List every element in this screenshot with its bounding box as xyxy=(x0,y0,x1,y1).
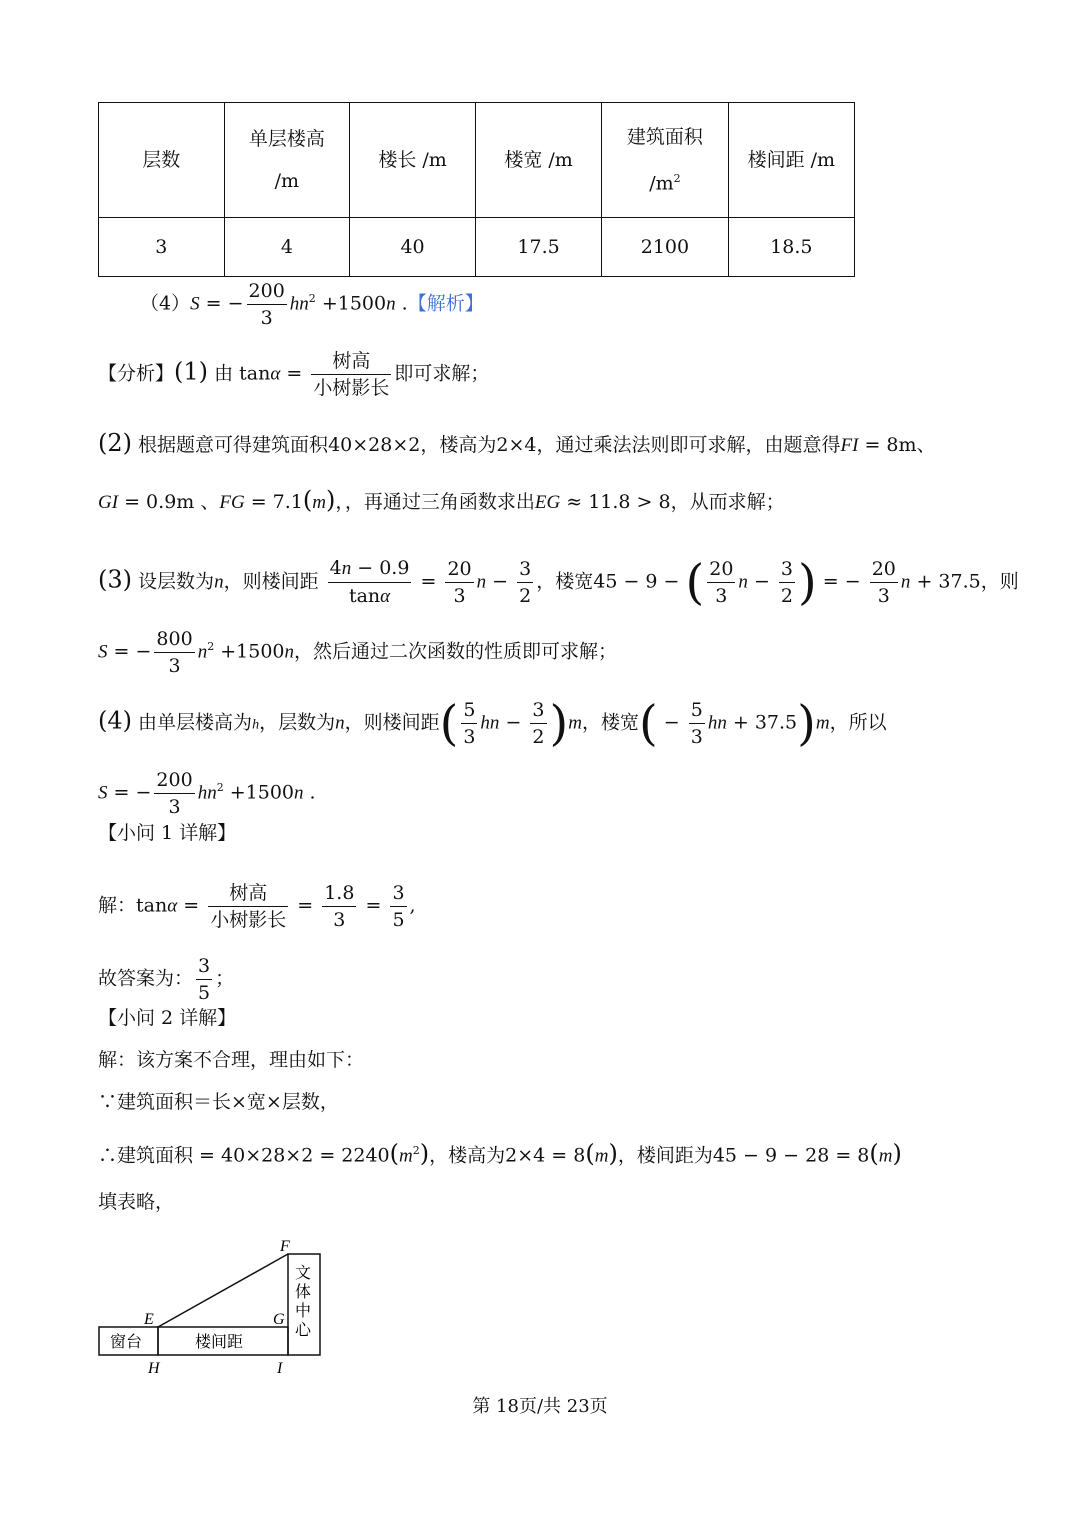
data-table xyxy=(98,102,855,277)
jiexi-link: 【解析】 xyxy=(407,292,484,315)
label-center-3: 中 xyxy=(295,1301,312,1320)
page-footer: 第 18页/共 23页 xyxy=(472,1396,608,1417)
building-diagram xyxy=(90,1230,340,1380)
cell-spacing: 18.5 xyxy=(728,218,854,277)
answer-4: （4）S = − $\frac{200}{3}$ $hn^2 +1500n$ .【解析】 xyxy=(140,280,484,329)
label-center-2: 体 xyxy=(295,1282,312,1301)
cell-width: 17.5 xyxy=(475,218,601,277)
header-area: 建筑面积 $/m^2$ xyxy=(602,103,728,218)
q1-solution: 解：tanα = $\frac{\text{树高}}{\text{小树影长}}$ = $\frac{1.8}{3}$ = $\frac{3}{5}$ , xyxy=(98,882,416,931)
q1-answer: 故答案为： $\frac{3}{5}$ ； xyxy=(98,955,235,1004)
header-spacing: 楼间距 /m xyxy=(728,103,854,218)
analysis-p2-cont: GI = 0.9m 、FG = 7.1(m)，，再通过三角函数求出EG ≈ 11.8 > 8，从而求解； xyxy=(98,486,785,514)
analysis-p3-cont: S = − $\frac{800}{3}$ $n^2 +1500n$，然后通过二次函数的性质即可求解； xyxy=(98,628,618,677)
q2-line2: ∵建筑面积＝长×宽×层数， xyxy=(98,1091,339,1113)
label-E: E xyxy=(144,1311,154,1328)
label-I: I xyxy=(277,1360,283,1377)
q1-title: 【小问 1 详解】 xyxy=(98,822,237,844)
label-center-4: 心 xyxy=(295,1320,312,1339)
q2-line4: 填表略， xyxy=(98,1191,175,1213)
q2-line1: 解：该方案不合理，理由如下： xyxy=(98,1049,365,1071)
label-F: F xyxy=(280,1238,290,1255)
label-window: 窗台 xyxy=(110,1332,143,1351)
analysis-p2: (2) 根据题意可得建筑面积40×28×2，楼高为2×4，通过乘法法则即可求解，由题意得FI = 8m、 xyxy=(98,429,936,457)
header-floors: 层数 xyxy=(99,103,225,218)
cell-floors: 3 xyxy=(99,218,225,277)
analysis-p1: 【分析】(1) 由 tanα = $\frac{\text{树高}}{\text{小树影长}}$ 即可求解； xyxy=(98,350,490,399)
analysis-p3: (3) 设层数为n，则楼间距 $\frac{4n - 0.9}{\tan\alpha}$ = $\frac{20}{3}$ n − $\frac{3}{2}$ ，楼宽45 − 9 − ( $\frac{20}{3}$ n − $\frac{3}{2}$ ) = − $\frac{20}{3}$ n + 37.5，则 xyxy=(98,554,1019,611)
analysis-p4-cont: S = − $\frac{200}{3}$ $hn^2 +1500n$ . xyxy=(98,769,316,818)
q2-line3: ∴建筑面积 = $40\times 28\times 2 = 2240(m^2)$，楼高为2×4 = 8(m)，楼间距为45 − 9 − 28 = 8(m) xyxy=(98,1139,902,1168)
analysis-p4: (4) 由单层楼高为h，层数为n，则楼间距( $\frac{5}{3}$ hn − $\frac{3}{2}$ )m，楼宽( − $\frac{5}{3}$ hn + 37.5)m，所以 xyxy=(98,695,887,752)
label-center-1: 文 xyxy=(295,1263,312,1282)
header-floor-height: 单层楼高 /m xyxy=(224,103,350,218)
header-width: 楼宽 /m xyxy=(475,103,601,218)
cell-area: 2100 xyxy=(602,218,728,277)
label-gap: 楼间距 xyxy=(195,1332,244,1351)
cell-length: 40 xyxy=(350,218,476,277)
label-H: H xyxy=(148,1360,160,1377)
cell-floor-height: 4 xyxy=(224,218,350,277)
q2-title: 【小问 2 详解】 xyxy=(98,1007,237,1029)
header-length: 楼长 /m xyxy=(350,103,476,218)
label-G: G xyxy=(273,1311,285,1328)
